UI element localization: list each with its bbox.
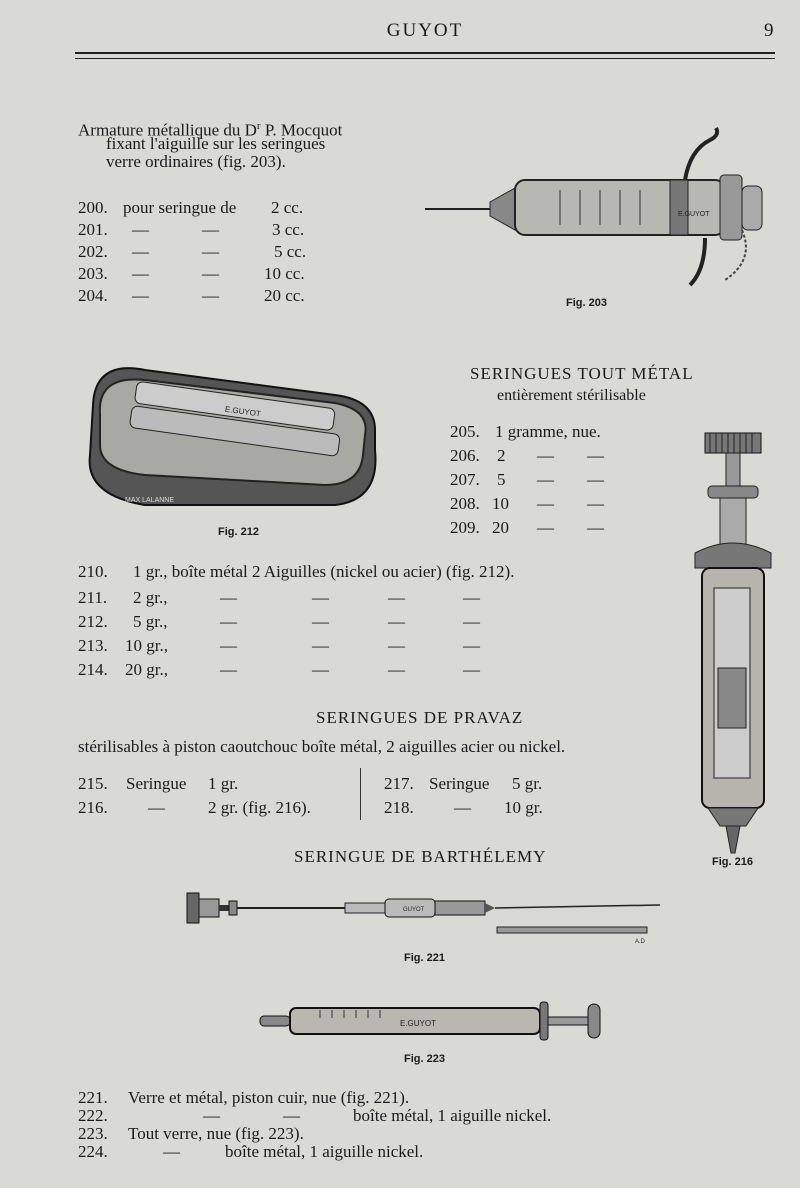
mocquot-desc-line: verre ordinaires (fig. 203). bbox=[106, 152, 286, 171]
fig-223-illustration bbox=[260, 998, 610, 1043]
engraver-signature: MAX LALANNE bbox=[125, 497, 175, 504]
fig-221-illustration bbox=[185, 885, 665, 945]
section-heading-barthelemy: SERINGUE DE BARTHÉLEMY bbox=[294, 847, 547, 866]
section-heading-pravaz: SERINGUES DE PRAVAZ bbox=[316, 708, 524, 727]
item-number: 200. bbox=[78, 198, 108, 217]
section-subheading: entièrement stérilisable bbox=[497, 387, 646, 404]
engraved-label: GUYOT bbox=[403, 907, 425, 913]
fig-212-illustration bbox=[85, 355, 385, 515]
page-title: GUYOT bbox=[386, 20, 464, 41]
fig-203-caption: Fig. 203 bbox=[566, 297, 607, 309]
fig-203-illustration bbox=[420, 120, 780, 300]
mocquot-title-line: Armature métallique du $D^r$ P. Mocquot bbox=[78, 120, 343, 140]
fig-216-caption: Fig. 216 bbox=[712, 856, 753, 868]
column-divider bbox=[360, 768, 361, 820]
engraved-label: E.GUYOT bbox=[400, 1019, 437, 1028]
engraved-label: E.GUYOT bbox=[224, 404, 262, 419]
item-description: pour seringue de bbox=[123, 198, 237, 217]
section-heading-tout-metal: SERINGUES TOUT MÉTAL bbox=[470, 364, 694, 383]
fig-212-caption: Fig. 212 bbox=[218, 526, 259, 538]
header-rule bbox=[75, 52, 775, 54]
engraved-label: E.GUYOT bbox=[678, 211, 710, 218]
pravaz-description: stérilisables à piston caoutchouc boîte métal, 2 aiguilles acier ou nickel. bbox=[78, 737, 566, 756]
mocquot-desc-line: fixant l'aiguille sur les seringues bbox=[106, 134, 326, 153]
item-size: 2 cc. bbox=[271, 198, 304, 217]
header-rule-thin bbox=[75, 58, 775, 59]
engraver-signature: A.D bbox=[635, 939, 646, 945]
page-number: 9 bbox=[764, 20, 774, 41]
fig-221-caption: Fig. 221 bbox=[404, 952, 445, 964]
fig-223-caption: Fig. 223 bbox=[404, 1053, 445, 1065]
fig-216-illustration bbox=[690, 428, 780, 858]
